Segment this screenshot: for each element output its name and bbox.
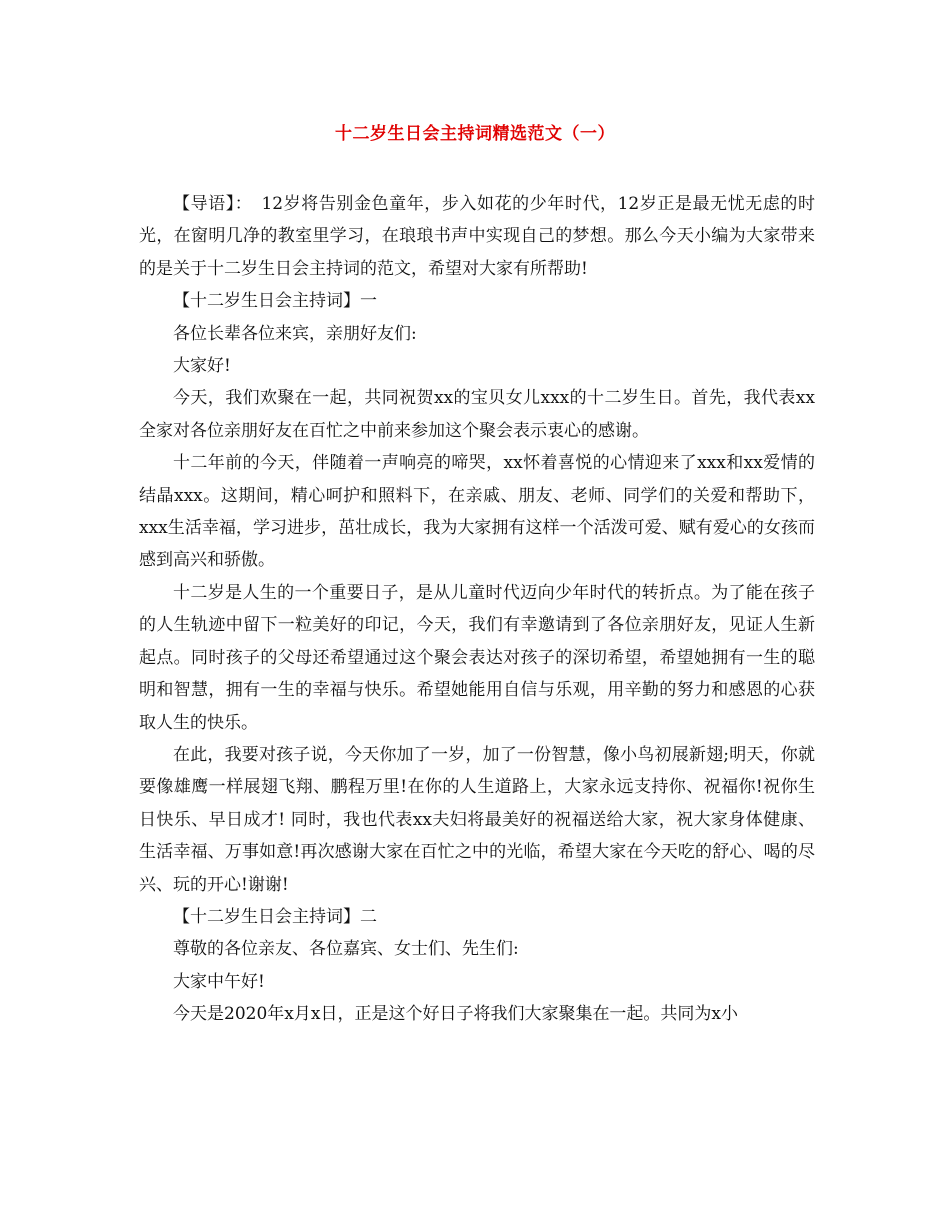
paragraph-intro: 【导语】： 12岁将告别金色童年，步入如花的少年时代，12岁正是最无忧无虑的时光，在窗明几净的教室里学习，在琅琅书声中实现自己的梦想。那么今天小编为大家带来的是关于十二岁生日会主持词的范文，希望对大家有所帮助! [139,194,815,279]
paragraph: 十二年前的今天，伴随着一声响亮的啼哭，xx怀着喜悦的心情迎来了xxx和xx爱情的结晶xxx。这期间，精心呵护和照料下，在亲戚、朋友、老师、同学们的关爱和帮助下，xxx生活幸福，学习进步，茁壮成长，我为大家拥有这样一个活泼可爱、赋有爱心的女孩而感到高兴和骄傲。 [139,453,815,571]
paragraph: 尊敬的各位亲友、各位嘉宾、女士们、先生们: [173,939,519,960]
section-heading-one: 【十二岁生日会主持词】一 [173,291,377,312]
paragraph: 各位长辈各位来宾，亲朋好友们: [173,323,417,344]
paragraph: 今天，我们欢聚在一起，共同祝贺xx的宝贝女儿xxx的十二岁生日。首先，我代表xx全家对各位亲朋好友在百忙之中前来参加这个聚会表示衷心的感谢。 [139,388,815,441]
document-body [139,188,815,1031]
paragraph: 今天是2020年x月x日，正是这个好日子将我们大家聚集在一起。共同为x小 [173,1004,739,1025]
document-title: 十二岁生日会主持词精选范文（一） [335,124,615,144]
paragraph: 大家中午好! [173,971,265,992]
paragraph: 大家好! [173,356,231,377]
paragraph: 十二岁是人生的一个重要日子，是从儿童时代迈向少年时代的转折点。为了能在孩子的人生轨迹中留下一粒美好的印记，今天，我们有幸邀请到了各位亲朋好友，见证人生新起点。同时孩子的父母还希望通过这个聚会表达对孩子的深切希望，希望她拥有一生的聪明和智慧，拥有一生的幸福与快乐。希望她能用自信与乐观，用辛勤的努力和感恩的心获取人生的快乐。 [139,582,815,733]
paragraph: 在此，我要对孩子说，今天你加了一岁，加了一份智慧，像小鸟初展新翅;明天，你就要像雄鹰一样展翅飞翔、鹏程万里!在你的人生道路上，大家永远支持你、祝福你!祝你生日快乐、早日成才! 同时，我也代表xx夫妇将最美好的祝福送给大家，祝大家身体健康、生活幸福、万事如意!再次感谢大家在百忙之中的光临，希望大家在今天吃的舒心、喝的尽兴、玩的开心!谢谢! [139,744,815,895]
section-heading-two: 【十二岁生日会主持词】二 [173,906,377,927]
